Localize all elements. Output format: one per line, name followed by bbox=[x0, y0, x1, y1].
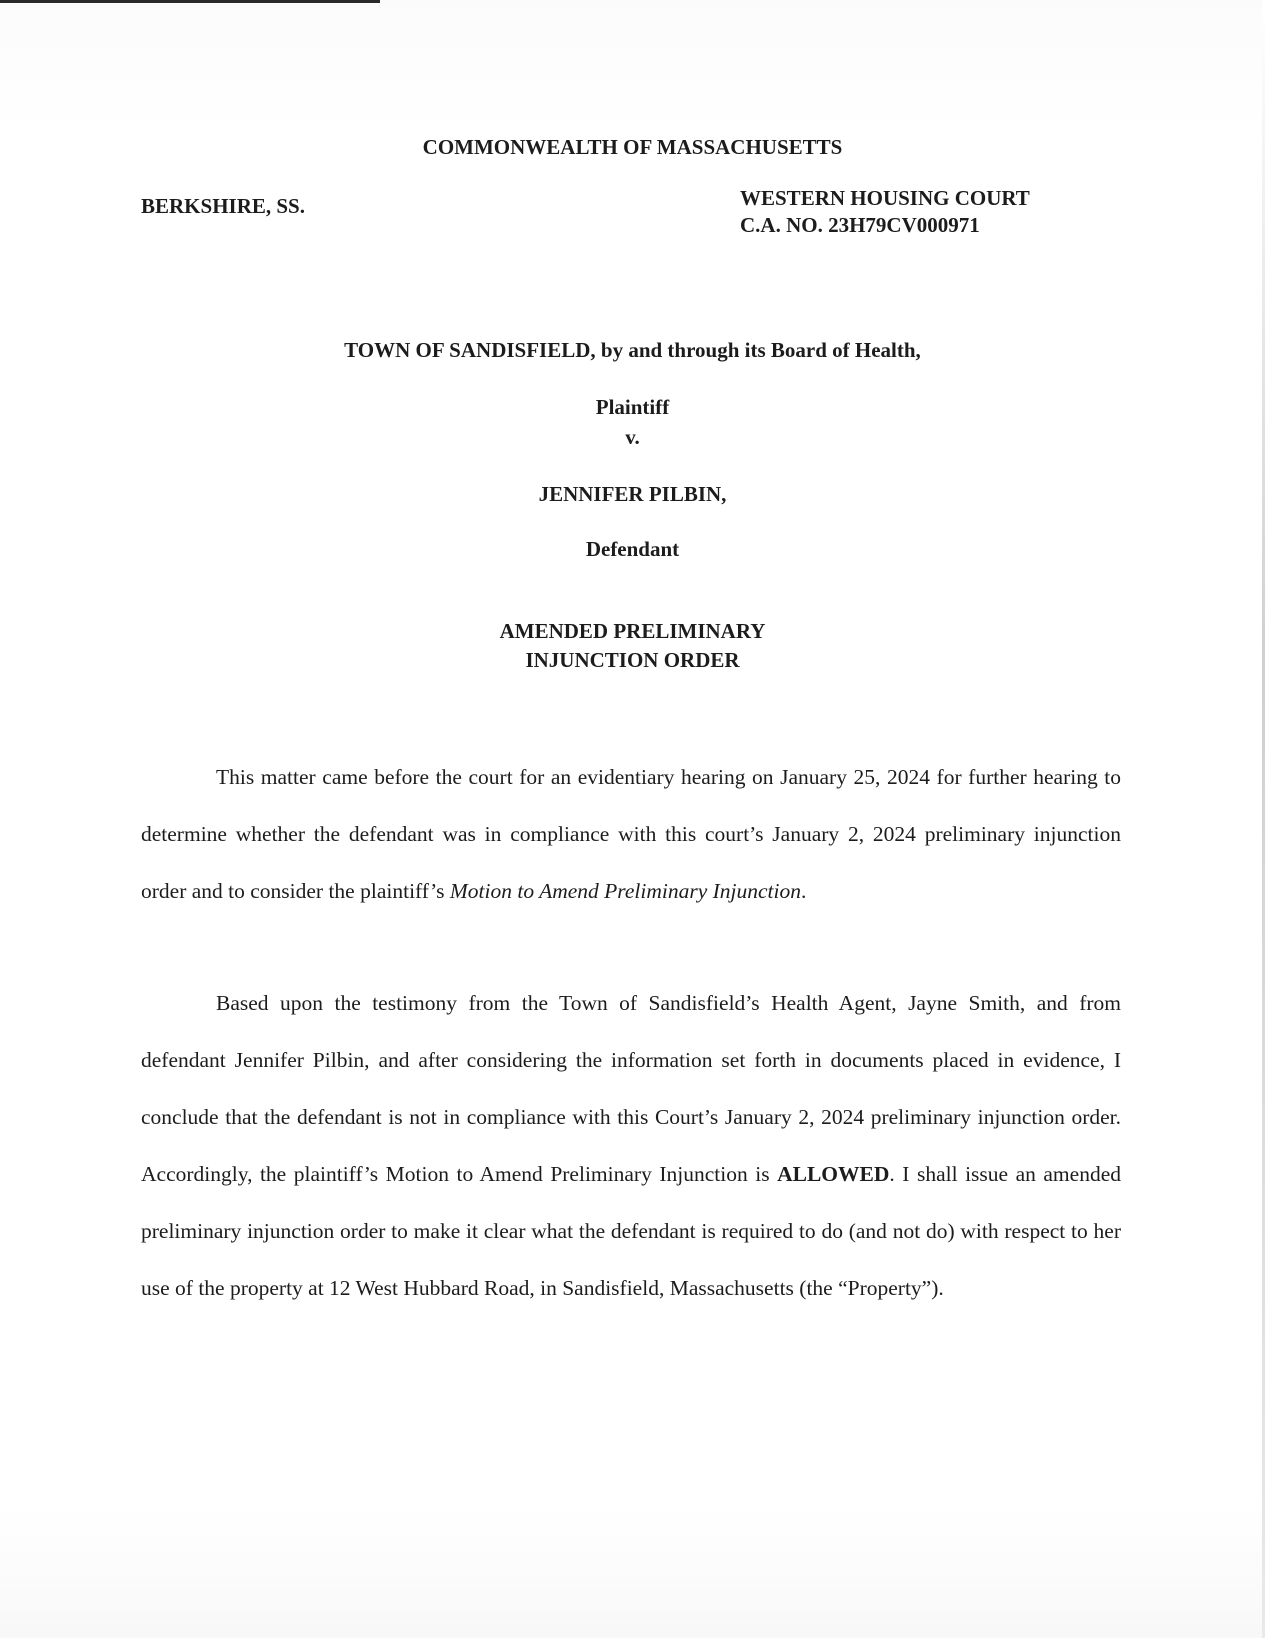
order-title-line1: AMENDED PRELIMINARY bbox=[499, 619, 766, 643]
court-name: WESTERN HOUSING COURT bbox=[740, 186, 1030, 210]
allowed-ruling: ALLOWED bbox=[777, 1162, 890, 1186]
plaintiff-name: TOWN OF SANDISFIELD, by and through its Board of Health, bbox=[344, 338, 921, 362]
paragraph-2-text: Based upon the testimony from the Town of Sandisfield’s Health Agent, Jayne Smith, and from defendant Jennifer Pilbin, and after considering the information set forth in documents placed in evidence, I conclude that the defendant is not in compliance with this Court’s January 2, 2024 preliminary injunction order. Accordingly, the plaintiff’s Motion to Amend Preliminary Injunction is bbox=[141, 991, 1121, 1186]
versus-label: v. bbox=[625, 425, 640, 449]
commonwealth-heading: COMMONWEALTH OF MASSACHUSETTS bbox=[422, 135, 843, 159]
scan-edge-top bbox=[0, 0, 380, 3]
paragraph-1-end: . bbox=[801, 879, 807, 903]
paragraph-1-text: This matter came before the court for an evidentiary hearing on January 25, 2024 for further hearing to determine whether the defendant was in compliance with this court’s January 2, 2024 preliminary injunction order and to consider the plaintiff’s bbox=[141, 765, 1121, 903]
paragraph-2 bbox=[141, 975, 1121, 1317]
paragraph-1 bbox=[141, 749, 1121, 920]
case-number: C.A. NO. 23H79CV000971 bbox=[740, 213, 980, 237]
county-label: BERKSHIRE, SS. bbox=[141, 194, 305, 218]
order-title-line2: INJUNCTION ORDER bbox=[525, 648, 740, 672]
motion-title: Motion to Amend Preliminary Injunction bbox=[449, 879, 801, 903]
defendant-label: Defendant bbox=[585, 537, 680, 561]
defendant-name: JENNIFER PILBIN, bbox=[538, 482, 727, 506]
plaintiff-label: Plaintiff bbox=[595, 395, 670, 419]
paragraph-2-end: . I shall issue an amended preliminary injunction order to make it clear what the defendant is required to do (and not do) with respect to her use of the property at 12 West Hubbard Road, in Sandisfield, Massachusetts (the “Property”). bbox=[141, 1162, 1121, 1300]
